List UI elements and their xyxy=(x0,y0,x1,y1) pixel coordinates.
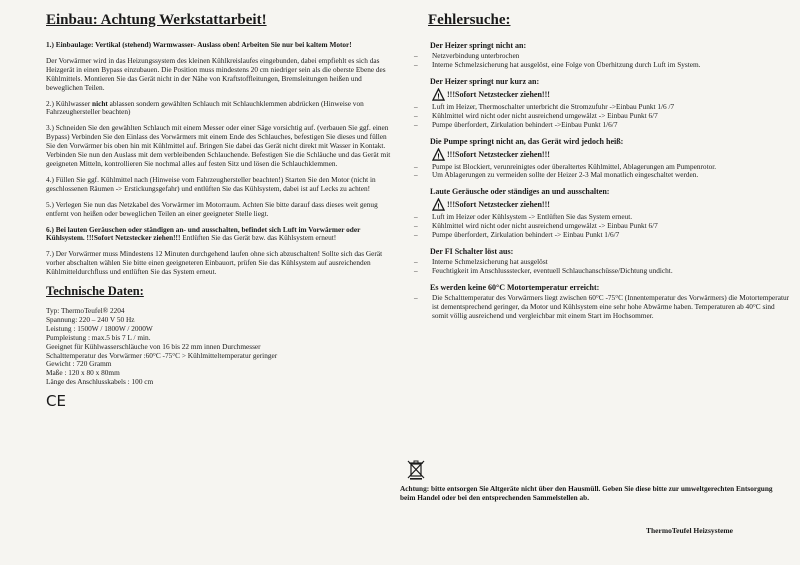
list-heater-short xyxy=(400,103,790,130)
list-item: – Luft im Heizer oder Kühlsystem -> Entlüften Sie das System erneut. xyxy=(400,213,790,222)
section-fi-switch: Der FI Schalter löst aus: xyxy=(430,247,514,257)
step2-emphasis: nicht xyxy=(92,98,108,108)
step2-pre: 2.) Kühlwasser xyxy=(46,98,93,108)
step6-warning: 6.) Bei lauten Geräuschen oder ständigen an- und ausschalten, befindet sich Luft im Vorwärmer oder Kühlsystem. !!!Sofort Netzstecker ziehen!!! xyxy=(46,224,361,243)
warning-unplug xyxy=(432,88,790,101)
section-heater-short: Der Heizer springt nur kurz an: xyxy=(430,76,540,86)
list-item: – Pumpe überfordert, Zirkulation behindert ->Einbau Punkt 1/6/7 xyxy=(400,121,790,130)
list-item: – Netzverbindung unterbrochen xyxy=(400,52,790,61)
section-no-60c: Es werden keine 60°C Motortemperatur erreicht: xyxy=(430,282,600,292)
list-item: – Kühlmittel wird nicht oder nicht ausreichend umgewälzt -> Einbau Punkt 6/7 xyxy=(400,222,790,231)
spec-weight: Gewicht : 720 Gramm xyxy=(46,359,112,369)
step2-post: ablassen sondern gewählten Schlauch mit Schlauchklemmen abdrücken (Hinweise von Fahrzeughersteller beachten) xyxy=(46,98,364,117)
section-pump-no-start: Die Pumpe springt nicht an, das Gerät wird jedoch heiß: xyxy=(430,136,624,146)
list-loud-noise xyxy=(400,213,790,240)
spec-power: Leistung : 1500W / 1800W / 2000W xyxy=(46,323,153,333)
ce-mark-icon: CE xyxy=(46,392,66,411)
warning-triangle-icon xyxy=(432,198,445,211)
step4-text: 4.) Füllen Sie ggf. Kühlmittel nach (Hinweise vom Fahrzeughersteller beachten!) Starten Sie den Motor (nicht in geschlossenen Räumen -> Erstickungsgefahr) und entlüften Sie das Kühlsystem, dabei ist auf Lecks zu achten! xyxy=(46,174,376,193)
spec-voltage: Spannung: 220 – 240 V 50 Hz xyxy=(46,314,135,324)
list-fi-switch xyxy=(400,258,790,276)
svg-text:!: ! xyxy=(437,202,440,212)
list-item: – Luft im Heizer, Thermoschalter unterbricht die Stromzufuhr ->Einbau Punkt 1/6 /7 xyxy=(400,103,790,112)
spec-dimensions: Maße : 120 x 80 x 80mm xyxy=(46,368,120,378)
list-item: – Kühlmittel wird nicht oder nicht ausreichend umgewälzt -> Einbau Punkt 6/7 xyxy=(400,112,790,121)
step6-post: Entlüften Sie das Gerät bzw. das Kühlsystem erneut! xyxy=(180,233,337,243)
list-item: – Interne Schmelzsicherung hat ausgelöst, eine Folge von Überhitzung durch Luft im System. xyxy=(400,61,790,70)
list-item: – Interne Schmelzsicherung hat ausgelöst xyxy=(400,258,790,267)
step5-text: 5.) Verlegen Sie nun das Netzkabel des Vorwärmer im Motorraum. Achten Sie bitte darauf dass dieses weit genug entfernt von heißen oder beweglichen Teilen an einer geeigneter Stelle liegt. xyxy=(46,199,378,218)
list-item: – Feuchtigkeit im Anschlussstecker, eventuell Schlauchanschüsse/Dichtung undicht. xyxy=(400,267,790,276)
crossed-bin-icon xyxy=(405,458,427,480)
section-heater-no-start: Der Heizer springt nicht an: xyxy=(430,41,527,50)
svg-text:!: ! xyxy=(437,91,440,101)
spec-cable: Länge des Anschlusskabels : 100 cm xyxy=(46,377,154,387)
section-loud-noise: Laute Geräusche oder ständiges an und ausschalten: xyxy=(430,187,610,197)
list-item: – Die Schalttemperatur des Vorwärmers liegt zwischen 60°C -75°C (Innentemperatur des Vorwärmers) die Motortemperatur ist dementsprechend geringer, da Motor und Kühlsystem eine sehr hohe Abwärme haben. Temperaturen ab 40°C sind somit völlig ausreichend und vergleichbar mit einem Start im Hochsommer. xyxy=(400,294,790,321)
warning-text: !!!Sofort Netzstecker ziehen!!! xyxy=(447,200,550,210)
spec-hose: Geeignet für Kühlwasserschläuche von 16 bis 22 mm innen Durchmesser xyxy=(46,341,261,351)
brand-footer: ThermoTeufel Heizsysteme xyxy=(646,526,733,535)
list-item: – Um Ablagerungen zu vermeiden sollte der Heizer 2-3 Mal monatlich eingeschaltet werden. xyxy=(400,171,790,180)
list-item: – Pumpe ist Blockiert, verunreinigtes oder überaltertes Kühlmittel, Ablagerungen am Pumpenrotor. xyxy=(400,163,790,172)
troubleshooting-title: Fehlersuche: xyxy=(428,12,511,28)
step2-text xyxy=(46,100,391,118)
disposal-notice: Achtung: bitte entsorgen Sie Altgeräte nicht über den Hausmüll. Geben Sie diese bitte zur umweltgerechten Entsorgung beim Handel oder bei den entsprechenden Sammelstellen ab. xyxy=(400,484,773,502)
step6-text xyxy=(46,226,391,244)
svg-text:!: ! xyxy=(437,151,440,161)
list-heater-no-start xyxy=(400,52,790,70)
step1-text: Der Vorwärmer wird in das Heizungssystem des kleinen Kühlkreislaufes eingebunden, dabei empfiehlt es sich das Heizgerät in einen Bypass einzubauen. Die Position muss mindestens 20 cm niedriger sein als die oberste Ebene des Kühlmittels. Montieren Sie das Gerät nicht in der Nähe von Kraftstoffleitungen, Bremsleitungen heißen und beweglichen Teilen. xyxy=(46,55,386,92)
spec-pump: Pumpleistung : max.5 bis 7 L / min. xyxy=(46,332,151,342)
warning-unplug xyxy=(432,198,790,211)
warning-text: !!!Sofort Netzstecker ziehen!!! xyxy=(447,149,550,159)
spec-type: Typ: ThermoTeufel® 2204 xyxy=(46,306,125,316)
list-pump-no-start xyxy=(400,163,790,181)
troubleshooting-column xyxy=(400,6,790,535)
warning-triangle-icon xyxy=(432,88,445,101)
warning-text: !!!Sofort Netzstecker ziehen!!! xyxy=(447,89,550,99)
spec-list xyxy=(46,307,391,387)
step1-heading: 1.) Einbaulage: Vertikal (stehend) Warmwasser- Auslass oben! Arbeiten Sie nur bei kaltem Motor! xyxy=(46,40,352,49)
list-item: – Pumpe überfordert, Zirkulation behindert -> Einbau Punkt 1/6/7 xyxy=(400,231,790,240)
installation-title: Einbau: Achtung Werkstattarbeit! xyxy=(46,12,267,28)
warning-triangle-icon xyxy=(432,148,445,161)
warning-unplug xyxy=(432,148,790,161)
step7-text: 7.) Der Vorwärmer muss Mindestens 12 Minuten durchgehend laufen ohne sich abzuschalten! Sollte sich das Gerät vorher abschalten wählen Sie bitte einen geeigneteren Einbauort, prüfen Sie das Kühlsystem auf ausreichenden Kühlmitteldurchfluss und entlüften Sie das System erneut. xyxy=(46,249,383,277)
installation-column xyxy=(46,6,391,410)
spec-switch-temp: Schalttemperatur des Vorwärmer :60°C -75°C > Kühlmitteltemperatur geringer xyxy=(46,350,278,360)
tech-data-title: Technische Daten: xyxy=(46,284,144,299)
list-no-60c xyxy=(400,294,790,321)
step3-text: 3.) Schneiden Sie den gewählten Schlauch mit einem Messer oder einer Säge vorsichtig auf. (verbauen Sie ggf. einen Bypass) Verbinden Sie den Einlass des Vorwärmers mit einem Ende des Schlauches, befestigen Sie dieses und füllen Sie den Vorwärmer bis oben hin mit Kühlmittel auf. Bringen Sie dabei das Gerät nicht direkt mit Wasser in Kontakt. Verbinden Sie nun den Auslass mit dem verbleibenden Schlauchende. Befestigen Sie die Schläuche und das Gerät mit geeigneten Mitteln, kontrollieren Sie nochmal alles auf festen Sitz und lösen die Schlauchklemmen. xyxy=(46,123,391,168)
